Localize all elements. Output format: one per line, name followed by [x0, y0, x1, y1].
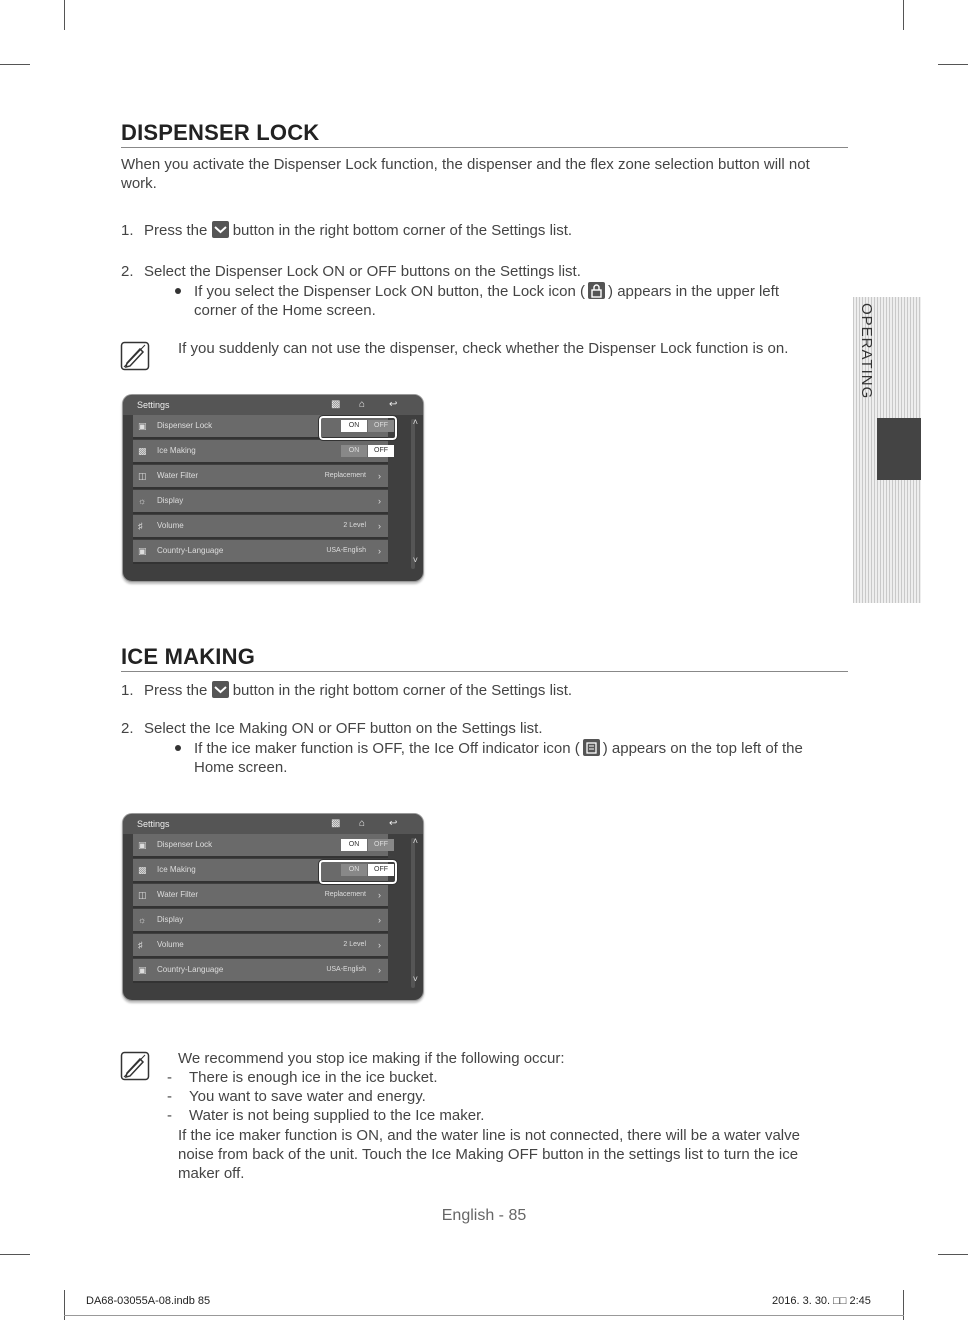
note-icon	[120, 341, 150, 371]
on-button[interactable]: ON	[341, 839, 367, 851]
screen-header	[123, 814, 423, 834]
arrow-icon: ›	[378, 940, 381, 950]
step-number: 1.	[121, 222, 134, 239]
note-icon	[120, 1051, 150, 1081]
row-value: Replacement	[324, 891, 366, 898]
step1-pre: Press the	[144, 682, 208, 699]
sun-icon: ☼	[138, 496, 147, 506]
row-label: Volume	[157, 521, 184, 530]
bullet-line-2: corner of the Home screen.	[194, 302, 376, 319]
operating-side-tab	[853, 297, 921, 603]
bottom-rule	[64, 1315, 904, 1316]
note-item: Water is not being supplied to the Ice maker.	[189, 1107, 485, 1124]
row-label: Water Filter	[157, 890, 199, 899]
row-label: Water Filter	[157, 471, 199, 480]
settings-row[interactable]	[133, 440, 388, 464]
arrow-icon: ›	[378, 471, 381, 481]
section-title-ice-making: ICE MAKING	[121, 644, 848, 672]
arrow-icon: ›	[378, 521, 381, 531]
speaker-icon: ♯	[138, 940, 143, 950]
bullet-pre: If the ice maker function is OFF, the Ice Off indicator icon (	[194, 740, 580, 757]
step1-text	[144, 221, 572, 240]
bullet-post: ) appears on the top left of the	[602, 740, 803, 757]
row-label: Ice Making	[157, 865, 196, 874]
step2-text: Select the Dispenser Lock ON or OFF buttons on the Settings list.	[144, 263, 581, 280]
home-icon: ⌂	[359, 399, 366, 410]
step1-pre: Press the	[144, 222, 208, 239]
crop-mark	[903, 0, 904, 30]
note-tail-line-1: If the ice maker function is ON, and the water line is not connected, there will be a water valve	[178, 1127, 800, 1144]
scroll-down-icon[interactable]: ˅	[412, 555, 418, 565]
ice-off-icon	[583, 739, 600, 756]
screen-header-title: Settings	[137, 819, 170, 829]
on-button[interactable]: ON	[341, 864, 367, 876]
off-button[interactable]: OFF	[368, 864, 394, 876]
globe-icon: ▣	[138, 965, 147, 975]
section-title-dispenser-lock: DISPENSER LOCK	[121, 120, 848, 148]
lock-icon: ▣	[138, 840, 147, 850]
arrow-icon: ›	[378, 496, 381, 506]
bullet-line-2: Home screen.	[194, 759, 288, 776]
screen-header-title: Settings	[137, 400, 170, 410]
settings-row[interactable]	[133, 934, 388, 958]
note-tail-line-3: maker off.	[178, 1165, 245, 1182]
ice-icon: ▩	[331, 399, 341, 410]
ice-icon: ▩	[138, 865, 147, 875]
arrow-icon: ›	[378, 965, 381, 975]
note-item: There is enough ice in the ice bucket.	[189, 1069, 438, 1086]
step1-text	[144, 681, 572, 700]
bullet-line-1	[194, 739, 803, 758]
row-value: Replacement	[324, 472, 366, 479]
filter-icon: ◫	[138, 471, 147, 481]
sun-icon: ☼	[138, 915, 147, 925]
settings-row[interactable]	[133, 834, 388, 858]
note-text-1: If you suddenly can not use the dispenser, check whether the Dispenser Lock function is on.	[178, 340, 789, 357]
settings-row[interactable]	[133, 465, 388, 489]
step-number: 2.	[121, 720, 134, 737]
step1-post: button in the right bottom corner of the Settings list.	[232, 222, 573, 239]
ice-icon: ▩	[331, 818, 341, 829]
step1-post: button in the right bottom corner of the Settings list.	[232, 682, 573, 699]
note-dash: -	[167, 1069, 172, 1086]
scroll-down-icon[interactable]: ˅	[412, 974, 418, 984]
settings-screen-ice-making	[122, 813, 424, 1001]
row-value: 2 Level	[343, 522, 366, 529]
arrow-icon: ›	[378, 546, 381, 556]
settings-row[interactable]	[133, 515, 388, 539]
row-value: USA-English	[326, 547, 366, 554]
scrollbar[interactable]	[411, 419, 415, 569]
bullet-dot	[175, 745, 181, 751]
speaker-icon: ♯	[138, 521, 143, 531]
row-label: Dispenser Lock	[157, 421, 213, 430]
note-dash: -	[167, 1088, 172, 1105]
back-icon: ↩	[389, 818, 398, 829]
crop-mark	[0, 64, 30, 65]
step-number: 2.	[121, 263, 134, 280]
chevron-down-icon	[212, 681, 229, 698]
home-icon: ⌂	[359, 818, 366, 829]
intro-line-2: work.	[121, 175, 157, 192]
row-label: Ice Making	[157, 446, 196, 455]
row-label: Country-Language	[157, 546, 224, 555]
globe-icon: ▣	[138, 546, 147, 556]
intro-line-1: When you activate the Dispenser Lock function, the dispenser and the flex zone selection button will not	[121, 156, 810, 173]
note-intro: We recommend you stop ice making if the following occur:	[178, 1050, 565, 1067]
scroll-up-icon[interactable]: ˄	[412, 417, 418, 427]
step2-text: Select the Ice Making ON or OFF button on the Settings list.	[144, 720, 543, 737]
settings-screen-dispenser-lock	[122, 394, 424, 582]
side-tab-marker	[877, 418, 921, 480]
side-tab-label: OPERATING	[858, 303, 875, 400]
arrow-icon: ›	[378, 915, 381, 925]
bullet-dot	[175, 288, 181, 294]
scrollbar[interactable]	[411, 838, 415, 988]
off-button[interactable]: OFF	[368, 420, 394, 432]
arrow-icon: ›	[378, 890, 381, 900]
settings-row[interactable]	[133, 540, 388, 564]
lock-icon	[588, 282, 605, 299]
screen-header	[123, 395, 423, 415]
lock-icon: ▣	[138, 421, 147, 431]
back-icon: ↩	[389, 399, 398, 410]
step-number: 1.	[121, 682, 134, 699]
bullet-post: ) appears in the upper left	[608, 283, 779, 300]
crop-mark	[64, 0, 65, 30]
settings-row[interactable]	[133, 490, 388, 514]
settings-row[interactable]	[133, 959, 388, 983]
settings-row[interactable]	[133, 884, 388, 908]
on-button[interactable]: ON	[341, 445, 367, 457]
note-item: You want to save water and energy.	[189, 1088, 426, 1105]
ice-icon: ▩	[138, 446, 147, 456]
off-button[interactable]: OFF	[368, 445, 394, 457]
crop-mark	[0, 1254, 30, 1255]
settings-row[interactable]	[133, 909, 388, 933]
scroll-up-icon[interactable]: ˄	[412, 836, 418, 846]
row-label: Display	[157, 915, 184, 924]
row-value: USA-English	[326, 966, 366, 973]
off-button[interactable]: OFF	[368, 839, 394, 851]
note-tail-line-2: noise from back of the unit. Touch the Ice Making OFF button in the settings list to turn the ice	[178, 1146, 799, 1163]
filter-icon: ◫	[138, 890, 147, 900]
row-label: Display	[157, 496, 184, 505]
highlight-box	[319, 416, 397, 440]
print-meta-right: 2016. 3. 30. □□ 2:45	[772, 1295, 871, 1307]
bullet-pre: If you select the Dispenser Lock ON button, the Lock icon (	[194, 283, 586, 300]
bullet-line-1	[194, 282, 779, 301]
highlight-box	[319, 860, 397, 884]
crop-mark	[938, 64, 968, 65]
crop-mark	[938, 1254, 968, 1255]
chevron-down-icon	[212, 221, 229, 238]
on-button[interactable]: ON	[341, 420, 367, 432]
print-meta-left: DA68-03055A-08.indb 85	[86, 1295, 211, 1307]
note-dash: -	[167, 1107, 172, 1124]
row-label: Country-Language	[157, 965, 224, 974]
page-footer: English - 85	[441, 1207, 527, 1224]
row-label: Volume	[157, 940, 184, 949]
row-label: Dispenser Lock	[157, 840, 213, 849]
row-value: 2 Level	[343, 941, 366, 948]
